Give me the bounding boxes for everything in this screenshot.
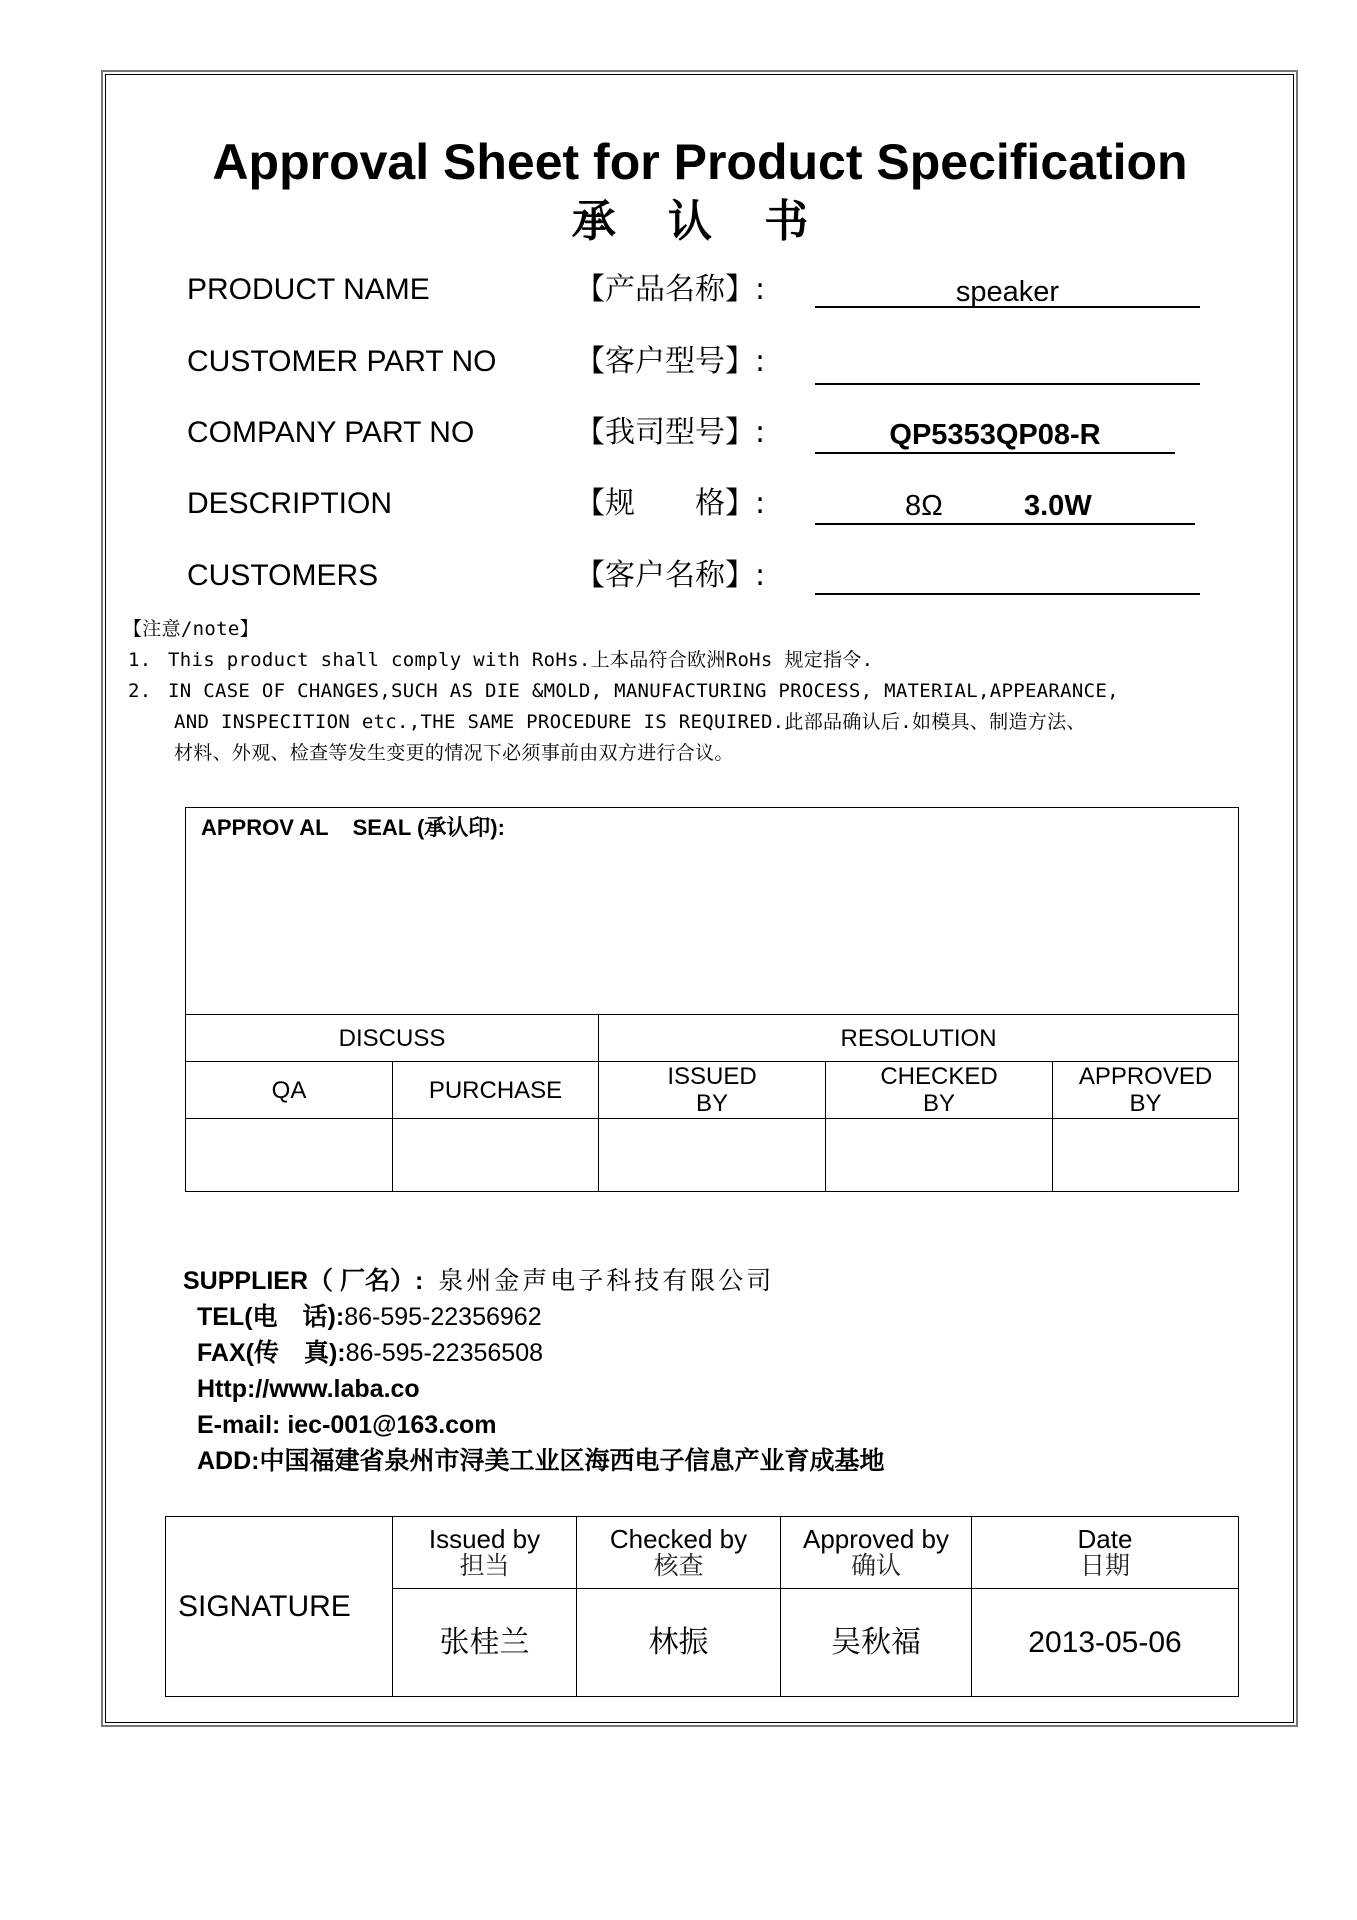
email-line — [197, 1409, 497, 1441]
website-line: Http://www.laba.co — [197, 1375, 420, 1403]
purchase-header: PURCHASE — [393, 1062, 599, 1119]
approved-by-cn: 确认 — [850, 1551, 901, 1580]
note-2-continuation-2: 材料、外观、检查等发生变更的情况下必须事前由双方进行合议。 — [174, 742, 734, 764]
discuss-header: DISCUSS — [186, 1015, 599, 1062]
qa-header: QA — [186, 1062, 393, 1119]
page-subtitle: 承 认 书 — [571, 197, 829, 246]
address-label: ADD: — [197, 1447, 260, 1475]
tel-value: 86-595-22356962 — [344, 1303, 542, 1331]
checked-by-header — [826, 1062, 1053, 1119]
company-part-no-underline — [815, 452, 1175, 454]
page-title: Approval Sheet for Product Specification — [212, 134, 1188, 190]
address-line — [197, 1445, 885, 1477]
note-1-text: This product shall comply with RoHs.上本品符合欧洲RoHs 规定指令. — [168, 649, 874, 671]
fax-value: 86-595-22356508 — [345, 1339, 544, 1367]
date-en: Date — [1077, 1523, 1133, 1554]
company-part-no-cn-label: 【我司型号】: — [575, 415, 766, 450]
approved-by-en: Approved by — [803, 1523, 949, 1554]
approved-by-sig-header — [781, 1517, 972, 1589]
company-part-no-label: COMPANY PART NO — [187, 416, 475, 449]
approved-by-header — [1053, 1062, 1239, 1119]
checked-by-cell — [826, 1119, 1053, 1192]
approved-by-line1: APPROVED — [1078, 1063, 1213, 1090]
description-watt-value: 3.0W — [1024, 490, 1092, 522]
supplier-name: 泉州金声电子科技有限公司 — [438, 1267, 775, 1295]
customer-part-no-label: CUSTOMER PART NO — [187, 345, 497, 378]
issued-by-cell — [599, 1119, 826, 1192]
signature-label: SIGNATURE — [166, 1517, 393, 1697]
company-part-no-value: QP5353QP08-R — [889, 419, 1101, 451]
checked-by-sig-header — [577, 1517, 781, 1589]
supplier-label: SUPPLIER（ 厂名）: — [183, 1267, 424, 1295]
customer-part-no-underline — [815, 383, 1200, 385]
description-ohm-value: 8Ω — [905, 490, 943, 522]
issued-by-sig-header — [393, 1517, 577, 1589]
email-value: iec-001@163.com — [287, 1411, 497, 1439]
checked-by-line2: BY — [922, 1090, 955, 1117]
purchase-cell — [393, 1119, 599, 1192]
checked-by-name: 林振 — [577, 1589, 781, 1697]
customers-cn-label: 【客户名称】: — [575, 558, 766, 593]
customer-part-no-cn-label: 【客户型号】: — [575, 344, 766, 379]
description-cn-label: 【规 格】: — [575, 486, 766, 521]
customers-underline — [815, 593, 1200, 595]
issued-by-header — [599, 1062, 826, 1119]
qa-cell — [186, 1119, 393, 1192]
checked-by-en: Checked by — [609, 1523, 748, 1554]
note-2-number: 2. — [128, 680, 152, 702]
checked-by-cn: 核查 — [653, 1551, 704, 1580]
issued-by-line2: BY — [695, 1090, 728, 1117]
date-cn: 日期 — [1079, 1551, 1130, 1580]
email-label: E-mail: — [197, 1411, 281, 1439]
note-heading: 【注意/note】 — [123, 618, 259, 640]
date-sig-header — [972, 1517, 1239, 1589]
product-name-label: PRODUCT NAME — [187, 273, 430, 306]
product-name-cn-label: 【产品名称】: — [575, 272, 766, 307]
signature-date: 2013-05-06 — [972, 1589, 1239, 1697]
fax-line — [197, 1337, 543, 1369]
description-label: DESCRIPTION — [187, 487, 393, 520]
approved-by-line2: BY — [1129, 1090, 1162, 1117]
note-1-number: 1. — [128, 649, 152, 671]
approval-seal-label: APPROV AL SEAL (承认印): — [186, 808, 1239, 1015]
checked-by-line1: CHECKED — [880, 1063, 998, 1090]
tel-line — [197, 1301, 542, 1333]
supplier-line — [183, 1265, 774, 1297]
issued-by-line1: ISSUED — [667, 1063, 757, 1090]
resolution-header: RESOLUTION — [599, 1015, 1239, 1062]
tel-label: TEL(电 话): — [197, 1303, 345, 1331]
signature-table — [165, 1516, 1239, 1697]
description-underline — [815, 523, 1195, 525]
address-value: 中国福建省泉州市浔美工业区海西电子信息产业育成基地 — [259, 1447, 885, 1475]
note-2-continuation-1: AND INSPECITION etc.,THE SAME PROCEDURE IS REQUIRED.此部品确认后.如模具、制造方法、 — [174, 711, 1086, 733]
approval-table — [185, 807, 1239, 1192]
product-name-value: speaker — [955, 276, 1060, 308]
issued-by-en: Issued by — [428, 1523, 541, 1554]
issued-by-cn: 担当 — [459, 1551, 510, 1580]
customers-label: CUSTOMERS — [187, 559, 379, 592]
fax-label: FAX(传 真): — [197, 1339, 346, 1367]
approved-by-name: 吴秋福 — [781, 1589, 972, 1697]
issued-by-name: 张桂兰 — [393, 1589, 577, 1697]
note-2-text: IN CASE OF CHANGES,SUCH AS DIE &MOLD, MANUFACTURING PROCESS, MATERIAL,APPEARANCE, — [168, 680, 1119, 702]
approved-by-cell — [1053, 1119, 1239, 1192]
